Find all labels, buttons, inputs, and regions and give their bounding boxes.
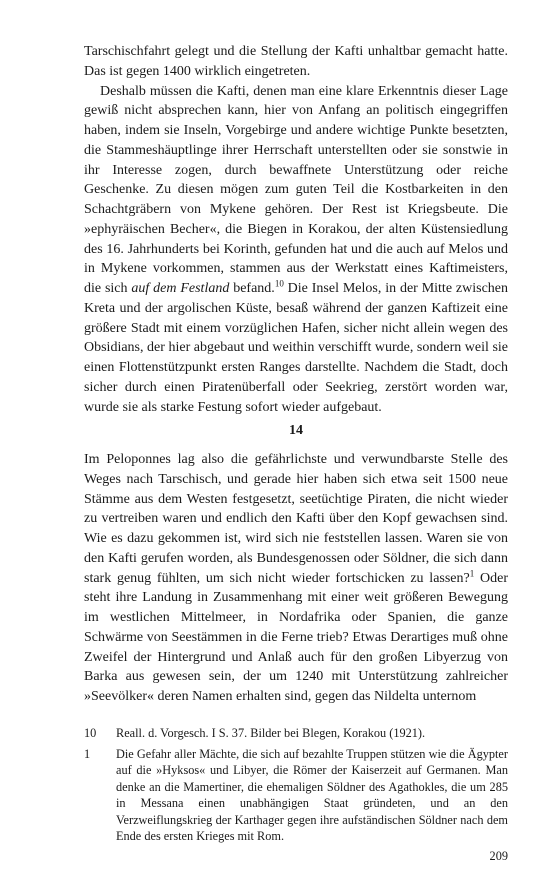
footnote-reference[interactable]: 1 bbox=[469, 567, 475, 578]
page-number: 209 bbox=[489, 849, 508, 863]
paragraph-text: befand. bbox=[229, 281, 275, 296]
paragraph: Tarschischfahrt gelegt und die Stellung der Kafti unhaltbar gemacht hatte. Das ist gegen 1400 wirklich eingetreten. bbox=[84, 44, 508, 79]
footnote-reference[interactable]: 10 bbox=[274, 278, 284, 289]
paragraph-text: Oder steht ihre Landung in Zusammenhang mit einer weit größeren Bewegung im westlichen Mittelmeer, in Nordafrika oder Spanien, die ganze Schwärme von Seestämmen in die Ferne trieb? Etwas Derartiges muß ohne Zweifel der Hintergrund und Anlaß auch für den großen Libyerzug von Barka aus gewesen sein, der um 1240 mit Unterstützung zahlreicher »Seevölker« deren Namen erhalten sind, gegen das Nildelta unternom bbox=[84, 570, 508, 704]
paragraph-text: Deshalb müssen die Kafti, denen man eine klare Erkenntnis dieser Lage gewiß nicht absprechen kann, hier von Anfang an politisch eingegriffen haben, indem sie Inseln, Vorgebirge und andere wichtige Punkte besetzten, die Stammeshäuptlinge ihrer Herrschaft unterstellten oder sie sonstwie in ihr Interesse zogen, durch bewaffnete Unterstützung oder reiche Geschenke. Zu diesen mögen zum guten Teil die Kostbarkeiten in den Schachtgräbern von Mykene gehören. Der Rest ist Kriegsbeute. Die »ephyräischen Becher«, die Biegen in Korakou, der alten Küstensiedlung des 16. Jahrhunderts bei Korinth, gefunden hat und die auch auf Melos und in Mykene vorkommen, stammen aus der Werkstatt eines Kaftimeisters, die sich bbox=[84, 83, 508, 296]
footnote-number: 1 bbox=[84, 747, 91, 761]
paragraph-text: Die Insel Melos, in der Mitte zwischen Kreta und der argolischen Küste, besaß während der ganzen Kaftizeit eine größere Stadt mit einem vorzüglichen Hafen, sicher nicht allein wegen des Obsidians, der hier abgebaut und weithin verschifft wurde, sondern weil sie einen Flottenstützpunkt ersten Ranges darstellte. Nachdem die Stadt, doch sicher durch einen Piratenüberfall oder Seekrieg, zerstört worden war, wurde sie als starke Festung sofort wieder aufgebaut. bbox=[84, 281, 508, 415]
footnote bbox=[84, 746, 508, 844]
footnote-text: Die Gefahr aller Mächte, die sich auf bezahlte Truppen stützen wie die Ägypter auf die »Hyksos« und Libyer, die Römer der Kaiserzeit auf Germanen. Man denke an die Mamertiner, die ehemaligen Söldner des Agathokles, die um 285 in Messana einen unabhängigen Staat gründeten, und an den Verzweiflungskrieg der Karthager gegen ihre aufständischen Söldner nach dem Ende des ersten Krieges mit Rom. bbox=[116, 747, 508, 844]
text-block-top bbox=[84, 42, 508, 417]
text-block-bottom bbox=[84, 450, 508, 707]
emphasis-text: auf dem Festland bbox=[131, 281, 230, 296]
paragraph bbox=[84, 450, 508, 707]
paragraph-text: Im Peloponnes lag also die gefährlichste und verwundbarste Stelle des Weges nach Tarschisch, und gerade hier haben sich etwa seit 1500 neue Stämme aus dem Westen festgesetzt, seetüchtige Piraten, die nicht wieder zu vertreiben waren und endlich den Kafti über den Kopf gewachsen sind. Wie es dazu gekommen ist, wird sich nie feststellen lassen. Waren sie von den Kafti gerufen worden, als Bundesgenossen oder Söldner, die sich dann stark genug fühlten, um sich nicht wieder fortschicken zu lassen? bbox=[84, 452, 508, 586]
section-heading: 14 bbox=[289, 423, 303, 438]
footnote-number: 10 bbox=[84, 726, 97, 740]
footnote bbox=[84, 725, 508, 741]
footnote-text: Reall. d. Vorgesch. I S. 37. Bilder bei Blegen, Korakou (1921). bbox=[116, 726, 426, 740]
paragraph bbox=[84, 82, 508, 418]
